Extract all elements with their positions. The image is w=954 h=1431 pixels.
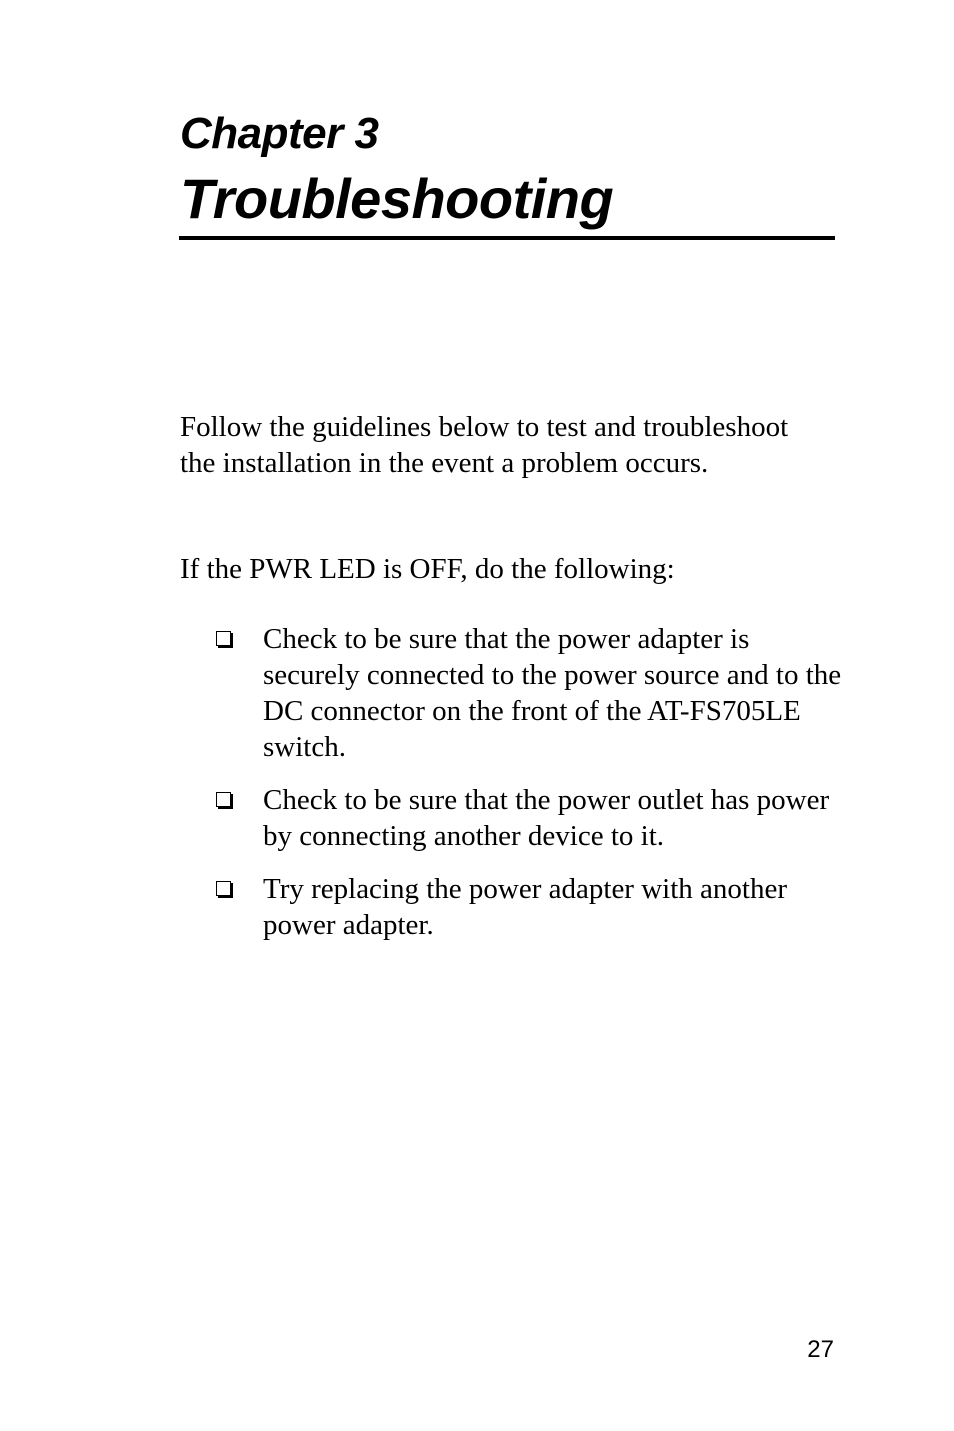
chapter-title: Troubleshooting <box>180 167 614 230</box>
checklist-item-text: Check to be sure that the power adapter is securely connected to the power source and to the DC connector on the front of the AT-FS705LE switch. <box>263 623 842 763</box>
page-number: 27 <box>807 1336 834 1363</box>
checklist-item <box>213 782 843 854</box>
checklist-item-text: Check to be sure that the power outlet has power by connecting another device to it. <box>263 784 830 852</box>
checkbox-icon <box>216 792 231 807</box>
troubleshooting-checklist <box>213 621 843 960</box>
checklist-item <box>213 621 843 765</box>
title-divider <box>179 236 835 240</box>
checklist-item-text: Try replacing the power adapter with another power adapter. <box>263 873 787 941</box>
chapter-label: Chapter 3 <box>180 109 379 158</box>
checklist-item <box>213 871 843 943</box>
intro-paragraph: Follow the guidelines below to test and troubleshoot the installation in the event a problem occurs. <box>180 411 789 479</box>
condition-paragraph: If the PWR LED is OFF, do the following: <box>180 553 675 585</box>
checkbox-icon <box>216 631 231 646</box>
checkbox-icon <box>216 881 231 896</box>
